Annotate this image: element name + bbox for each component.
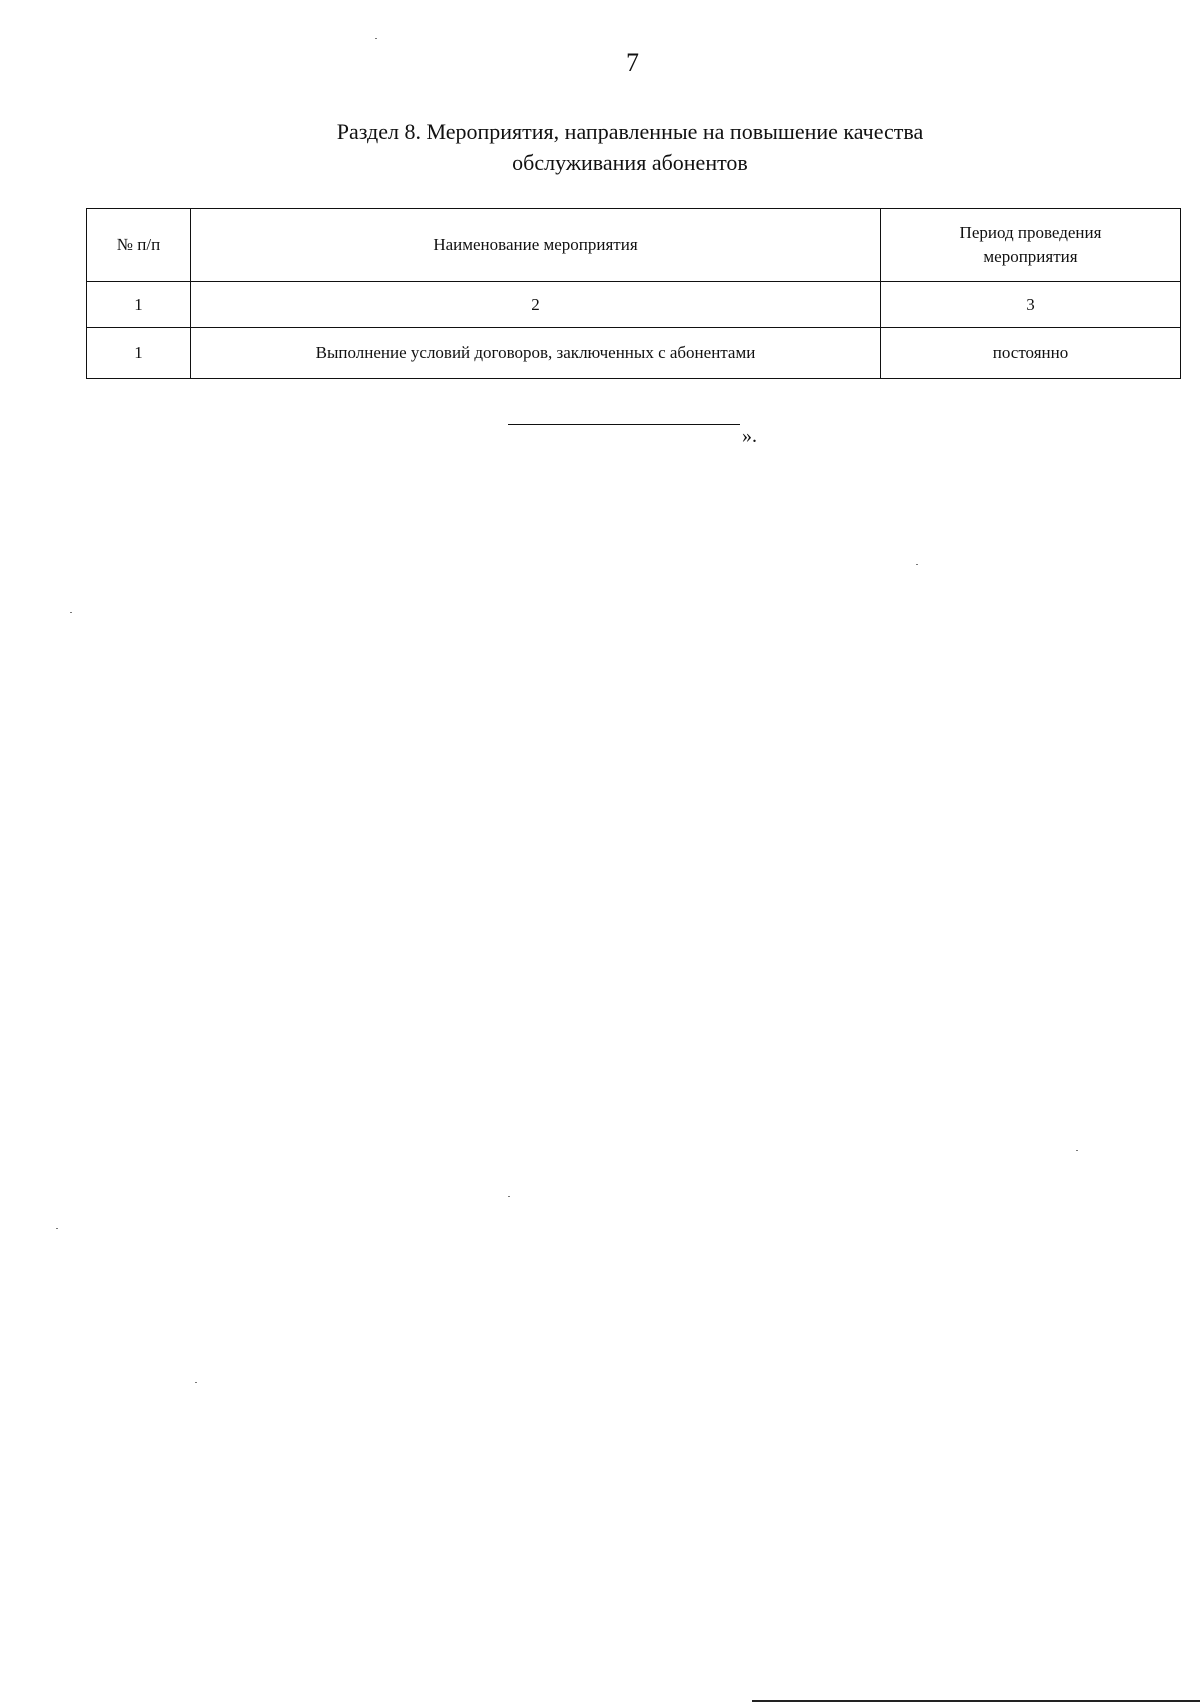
scan-speck	[56, 1228, 58, 1229]
scan-speck	[1076, 1150, 1078, 1151]
scan-speck	[70, 612, 72, 613]
row-activity-name: Выполнение условий договоров, заключенных с абонентами	[191, 328, 881, 379]
closing-underline	[508, 424, 740, 425]
scan-speck	[508, 1196, 510, 1197]
scan-speck	[375, 38, 377, 39]
row-number: 1	[87, 328, 191, 379]
table-row	[87, 328, 1181, 379]
header-number: № п/п	[87, 209, 191, 282]
column-index-3: 3	[881, 282, 1181, 328]
table-header-row	[87, 209, 1181, 282]
scan-speck	[916, 564, 918, 565]
header-name: Наименование мероприятия	[191, 209, 881, 282]
activities-table	[86, 208, 1181, 379]
bottom-scan-rule	[752, 1700, 1200, 1702]
column-index-1: 1	[87, 282, 191, 328]
header-period	[881, 209, 1181, 282]
page-number: 7	[626, 48, 639, 77]
activities-table-container	[86, 208, 1180, 379]
header-period-line-2: мероприятия	[983, 247, 1078, 266]
row-period: постоянно	[881, 328, 1181, 379]
section-title-line-2: обслуживания абонентов	[512, 150, 748, 175]
header-period-line-1: Период проведения	[959, 223, 1102, 242]
section-title	[250, 116, 1010, 178]
closing-quote-mark: ».	[742, 425, 757, 447]
section-title-line-1: Раздел 8. Мероприятия, направленные на повышение качества	[336, 119, 924, 144]
scan-speck	[195, 1382, 197, 1383]
table-column-index-row	[87, 282, 1181, 328]
column-index-2: 2	[191, 282, 881, 328]
